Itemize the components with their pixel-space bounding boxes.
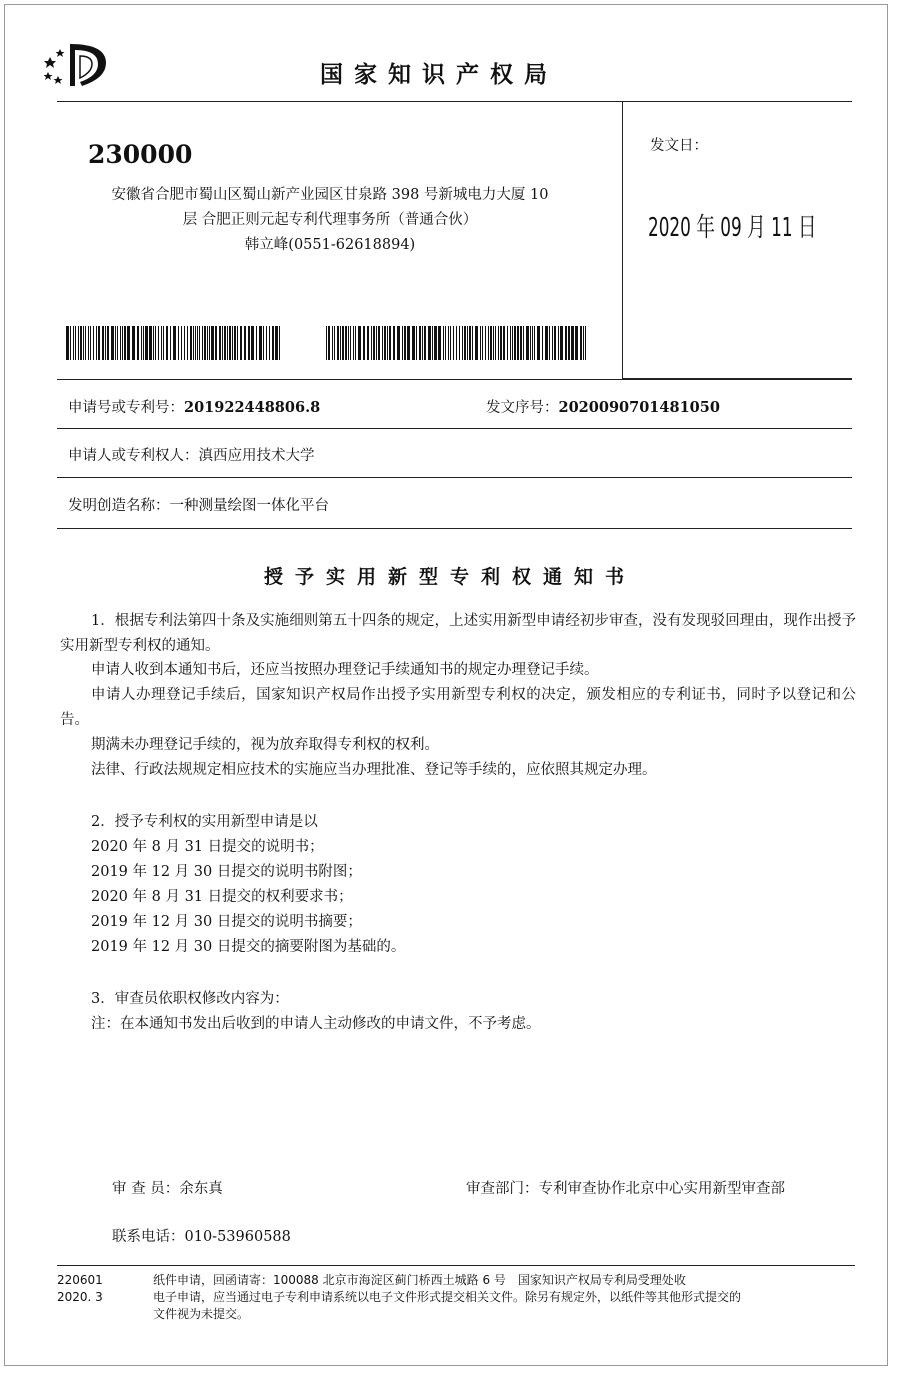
barcode-bar xyxy=(229,326,231,360)
barcode-bar xyxy=(367,326,369,360)
barcode-bar xyxy=(163,326,164,360)
barcode-bar xyxy=(340,326,341,360)
barcode-bar xyxy=(105,326,106,360)
barcode-bar xyxy=(371,326,372,360)
barcode-bar xyxy=(434,326,437,360)
barcode-bar xyxy=(73,326,74,360)
barcode-bar xyxy=(450,326,451,360)
barcode-bar xyxy=(453,326,454,360)
footer-line-3: 文件视为未提交。 xyxy=(153,1307,250,1321)
serial-number-field xyxy=(486,396,720,417)
barcode-bar xyxy=(580,326,582,360)
barcode-bar xyxy=(445,326,446,360)
application-number-label: 申请号或专利号： xyxy=(68,400,184,416)
barcode-bar xyxy=(571,326,574,360)
barcode-bar xyxy=(376,326,377,360)
invention-label: 发明创造名称： xyxy=(68,498,170,514)
barcode-bar xyxy=(424,326,426,360)
barcode-bar xyxy=(98,326,100,360)
footer-line-1: 纸件申请，回函请寄：100088 北京市海淀区蓟门桥西土城路 6 号 国家知识产权局专利局受理处收 xyxy=(153,1273,686,1287)
barcode-bar xyxy=(184,326,185,360)
barcode-bar xyxy=(532,326,533,360)
barcode-bar xyxy=(510,326,511,360)
barcode-bar xyxy=(337,326,339,360)
barcode-bar xyxy=(393,326,395,360)
barcode-bar xyxy=(237,326,238,360)
barcode-bar xyxy=(145,326,148,360)
barcode-bar xyxy=(402,326,403,360)
barcode-bar xyxy=(456,326,457,360)
barcode-bar xyxy=(269,326,270,360)
barcode-bar xyxy=(204,326,206,360)
invention-field xyxy=(68,494,329,515)
barcode-bar xyxy=(78,326,79,360)
barcode-bar xyxy=(345,326,347,360)
barcode-bar xyxy=(422,326,423,360)
barcode-bar xyxy=(202,326,203,360)
barcode-bar xyxy=(161,326,162,360)
barcode-bar xyxy=(358,326,361,360)
barcode-bar xyxy=(534,326,535,360)
barcode-bar xyxy=(224,326,226,360)
barcode-bar xyxy=(389,326,391,360)
serial-number: 2020090701481050 xyxy=(558,399,720,416)
barcode-bar xyxy=(149,326,152,360)
barcode-bar xyxy=(475,326,478,360)
barcode-bar xyxy=(348,326,349,360)
barcode-bar xyxy=(428,326,431,360)
recipient-contact: 韩立峰(0551-62618894) xyxy=(244,237,416,253)
barcode-bar xyxy=(326,326,327,360)
barcode-bar xyxy=(120,326,121,360)
barcode-right xyxy=(326,326,588,360)
examiner-name: 余东真 xyxy=(179,1181,223,1197)
postal-code: 230000 xyxy=(88,140,193,169)
barcode-bar xyxy=(334,326,335,360)
barcode-bar xyxy=(137,326,139,360)
list-item: 2020 年 8 月 31 日提交的权利要求书； xyxy=(91,889,353,905)
form-code: 220601 xyxy=(57,1273,103,1287)
address-box-divider xyxy=(622,101,623,379)
barcode-bar xyxy=(88,326,89,360)
barcode-bar xyxy=(90,326,91,360)
barcode-bar xyxy=(259,326,262,360)
barcode-bar xyxy=(443,326,444,360)
barcode-bar xyxy=(583,326,584,360)
barcode-bar xyxy=(472,326,473,360)
barcode-bar xyxy=(493,326,494,360)
barcode-bar xyxy=(102,326,104,360)
barcode-bar xyxy=(328,326,330,360)
barcode-bar xyxy=(512,326,513,360)
barcode-bar xyxy=(178,326,179,360)
barcode-bar xyxy=(256,326,257,360)
barcode-bar xyxy=(158,326,159,360)
barcode-bar xyxy=(153,326,154,360)
barcode-bar xyxy=(514,326,516,360)
barcode-bar xyxy=(127,326,130,360)
issue-date-label: 发文日： xyxy=(650,138,708,154)
barcode-bar xyxy=(195,326,196,360)
barcode-bar xyxy=(498,326,499,360)
barcode-bar xyxy=(279,326,280,360)
section1-paragraph-5: 法律、行政法规规定相应技术的实施应当办理批准、登记等手续的，应依照其规定办理。 xyxy=(91,762,657,778)
barcode-bar xyxy=(507,326,508,360)
barcode-bar xyxy=(523,326,524,360)
examiner-label: 审 查 员： xyxy=(112,1181,180,1197)
barcode-bar xyxy=(549,326,550,360)
barcode-bar xyxy=(232,326,233,360)
barcode-bar xyxy=(117,326,118,360)
barcode-bar xyxy=(467,326,468,360)
section1-paragraph-3: 申请人办理登记手续后，国家知识产权局作出授予实用新型专利权的决定，颁发相应的专利证书，同时予以登记和公告。 xyxy=(60,687,856,728)
barcode-bar xyxy=(209,326,210,360)
barcode-bar xyxy=(353,326,354,360)
barcode-bar xyxy=(373,326,375,360)
barcode-bar xyxy=(199,326,200,360)
barcode-bar xyxy=(96,326,97,360)
barcode-bar xyxy=(500,326,502,360)
section1-paragraph-4: 期满未办理登记手续的，视为放弃取得专利权的权利。 xyxy=(91,737,439,753)
barcode-bar xyxy=(115,326,116,360)
barcode-bar xyxy=(387,326,388,360)
section3-note: 注：在本通知书发出后收到的申请人主动修改的申请文件，不予考虑。 xyxy=(91,1016,541,1032)
barcode-bar xyxy=(575,326,578,360)
barcode-bar xyxy=(459,326,460,360)
barcode-bar xyxy=(107,326,109,360)
section3-intro: 3．审查员依职权修改内容为： xyxy=(91,991,289,1007)
barcode-bar xyxy=(419,326,421,360)
barcode-bar xyxy=(70,326,71,360)
barcode-bar xyxy=(187,326,188,360)
barcode-bar xyxy=(66,326,69,360)
list-item: 2019 年 12 月 30 日提交的说明书摘要； xyxy=(91,914,362,930)
department-label: 审查部门： xyxy=(466,1181,539,1197)
barcode-bar xyxy=(490,326,492,360)
form-version: 2020. 3 xyxy=(57,1290,103,1304)
barcode-bar xyxy=(552,326,553,360)
barcode-bar xyxy=(462,326,463,360)
barcode-bar xyxy=(530,326,531,360)
barcode-bar xyxy=(272,326,274,360)
applicant-label: 申请人或专利权人： xyxy=(68,448,199,464)
barcode-bar xyxy=(263,326,264,360)
barcode-bar xyxy=(170,326,171,360)
barcode-bar xyxy=(111,326,114,360)
barcode-bar xyxy=(275,326,278,360)
notice-title: 授予实用新型专利权通知书 xyxy=(263,566,636,588)
barcode-bar xyxy=(397,326,400,360)
header-rule xyxy=(57,101,852,102)
barcode-bar xyxy=(332,326,333,360)
barcode-bar xyxy=(181,326,182,360)
barcode-bar xyxy=(482,326,483,360)
barcode-bar xyxy=(438,326,441,360)
barcode-bar xyxy=(520,326,522,360)
cnipa-logo-icon xyxy=(40,40,116,88)
barcode-bar xyxy=(404,326,406,360)
barcode-bar xyxy=(234,326,236,360)
barcode-bar xyxy=(560,326,563,360)
footer-line-2: 电子申请，应当通过电子专利申请系统以电子文件形式提交相关文件。除另有规定外，以纸件等其他形式提交的 xyxy=(153,1290,742,1304)
section2-intro: 2．授予专利权的实用新型申请是以 xyxy=(91,814,318,830)
barcode-bar xyxy=(416,326,417,360)
barcode-bar xyxy=(85,326,86,360)
barcode-bar xyxy=(80,326,82,360)
barcode-bar xyxy=(122,326,123,360)
barcode-bar xyxy=(412,326,415,360)
applicant-name: 滇西应用技术大学 xyxy=(198,448,315,464)
barcode-bar xyxy=(248,326,250,360)
barcode-bar xyxy=(517,326,519,360)
list-item: 2020 年 8 月 31 日提交的说明书； xyxy=(91,839,324,855)
address-line-1: 安徽省合肥市蜀山区蜀山新产业园区甘泉路 398 号新城电力大厦 10 xyxy=(111,187,549,203)
barcode-bar xyxy=(251,326,254,360)
field-rule-3 xyxy=(57,528,852,529)
examiner-field xyxy=(112,1177,223,1198)
barcode-left xyxy=(66,326,282,360)
section1-paragraph-1: 1．根据专利法第四十条及实施细则第五十四条的规定，上述实用新型申请经初步审查，没有发现驳回理由，现作出授予实用新型专利权的通知。 xyxy=(60,613,856,654)
list-item: 2019 年 12 月 30 日提交的说明书附图； xyxy=(91,864,362,880)
barcode-bar xyxy=(244,326,246,360)
barcode-bar xyxy=(485,326,486,360)
applicant-field xyxy=(68,444,315,465)
barcode-bar xyxy=(526,326,529,360)
barcode-bar xyxy=(207,326,208,360)
barcode-bar xyxy=(355,326,356,360)
barcode-bar xyxy=(378,326,380,360)
barcode-bar xyxy=(211,326,214,360)
office-name: 国家知识产权局 xyxy=(320,62,558,88)
barcode-bar xyxy=(155,326,156,360)
barcode-bar xyxy=(495,326,496,360)
barcode-bar xyxy=(350,326,351,360)
department-field xyxy=(466,1177,785,1198)
barcode-bar xyxy=(219,326,221,360)
barcode-bar xyxy=(585,326,586,360)
barcode-bar xyxy=(93,326,94,360)
field-rule-2 xyxy=(57,477,852,478)
phone-label: 联系电话： xyxy=(112,1229,185,1245)
barcode-bar xyxy=(545,326,548,360)
barcode-bar xyxy=(488,326,489,360)
barcode-bar xyxy=(432,326,433,360)
barcode-bar xyxy=(469,326,471,360)
barcode-bar xyxy=(448,326,449,360)
barcode-bar xyxy=(240,326,242,360)
serial-number-label: 发文序号： xyxy=(486,400,559,416)
footer-rule xyxy=(57,1265,855,1266)
barcode-bar xyxy=(197,326,198,360)
barcode-bar xyxy=(227,326,228,360)
barcode-bar xyxy=(537,326,540,360)
barcode-bar xyxy=(384,326,386,360)
address-line-2: 层 合肥正则元起专利代理事务所（普通合伙） xyxy=(182,212,478,228)
barcode-bar xyxy=(266,326,267,360)
barcode-bar xyxy=(382,326,383,360)
phone-number: 010-53960588 xyxy=(184,1229,291,1245)
barcode-bar xyxy=(363,326,365,360)
barcode-bar xyxy=(215,326,217,360)
barcode-bar xyxy=(342,326,344,360)
barcode-bar xyxy=(166,326,168,360)
application-number: 201922448806.8 xyxy=(184,399,321,416)
barcode-bar xyxy=(503,326,505,360)
barcode-bar xyxy=(407,326,410,360)
fields-top-rule xyxy=(57,379,852,380)
list-item: 2019 年 12 月 30 日提交的摘要附图为基础的。 xyxy=(91,939,406,955)
barcode-bar xyxy=(143,326,144,360)
barcode-bar xyxy=(480,326,481,360)
barcode-bar xyxy=(554,326,556,360)
barcode-bar xyxy=(558,326,559,360)
barcode-bar xyxy=(75,326,76,360)
invention-name: 一种测量绘图一体化平台 xyxy=(169,498,329,514)
barcode-bar xyxy=(132,326,135,360)
barcode-bar xyxy=(124,326,126,360)
section1-paragraph-2: 申请人收到本通知书后，还应当按照办理登记手续通知书的规定办理登记手续。 xyxy=(91,662,599,678)
barcode-bar xyxy=(542,326,543,360)
barcode-bar xyxy=(222,326,223,360)
application-number-field xyxy=(68,396,320,417)
barcode-bar xyxy=(568,326,570,360)
barcode-bar xyxy=(141,326,142,360)
barcode-bar xyxy=(190,326,192,360)
barcode-bar xyxy=(193,326,194,360)
issue-date: 2020 年 09 月 11 日 xyxy=(648,213,817,243)
field-rule-1 xyxy=(57,428,852,429)
barcode-bar xyxy=(565,326,567,360)
barcode-bar xyxy=(83,326,84,360)
phone-field xyxy=(112,1225,291,1246)
barcode-bar xyxy=(173,326,176,360)
barcode-bar xyxy=(464,326,466,360)
department-name: 专利审查协作北京中心实用新型审查部 xyxy=(538,1181,785,1197)
